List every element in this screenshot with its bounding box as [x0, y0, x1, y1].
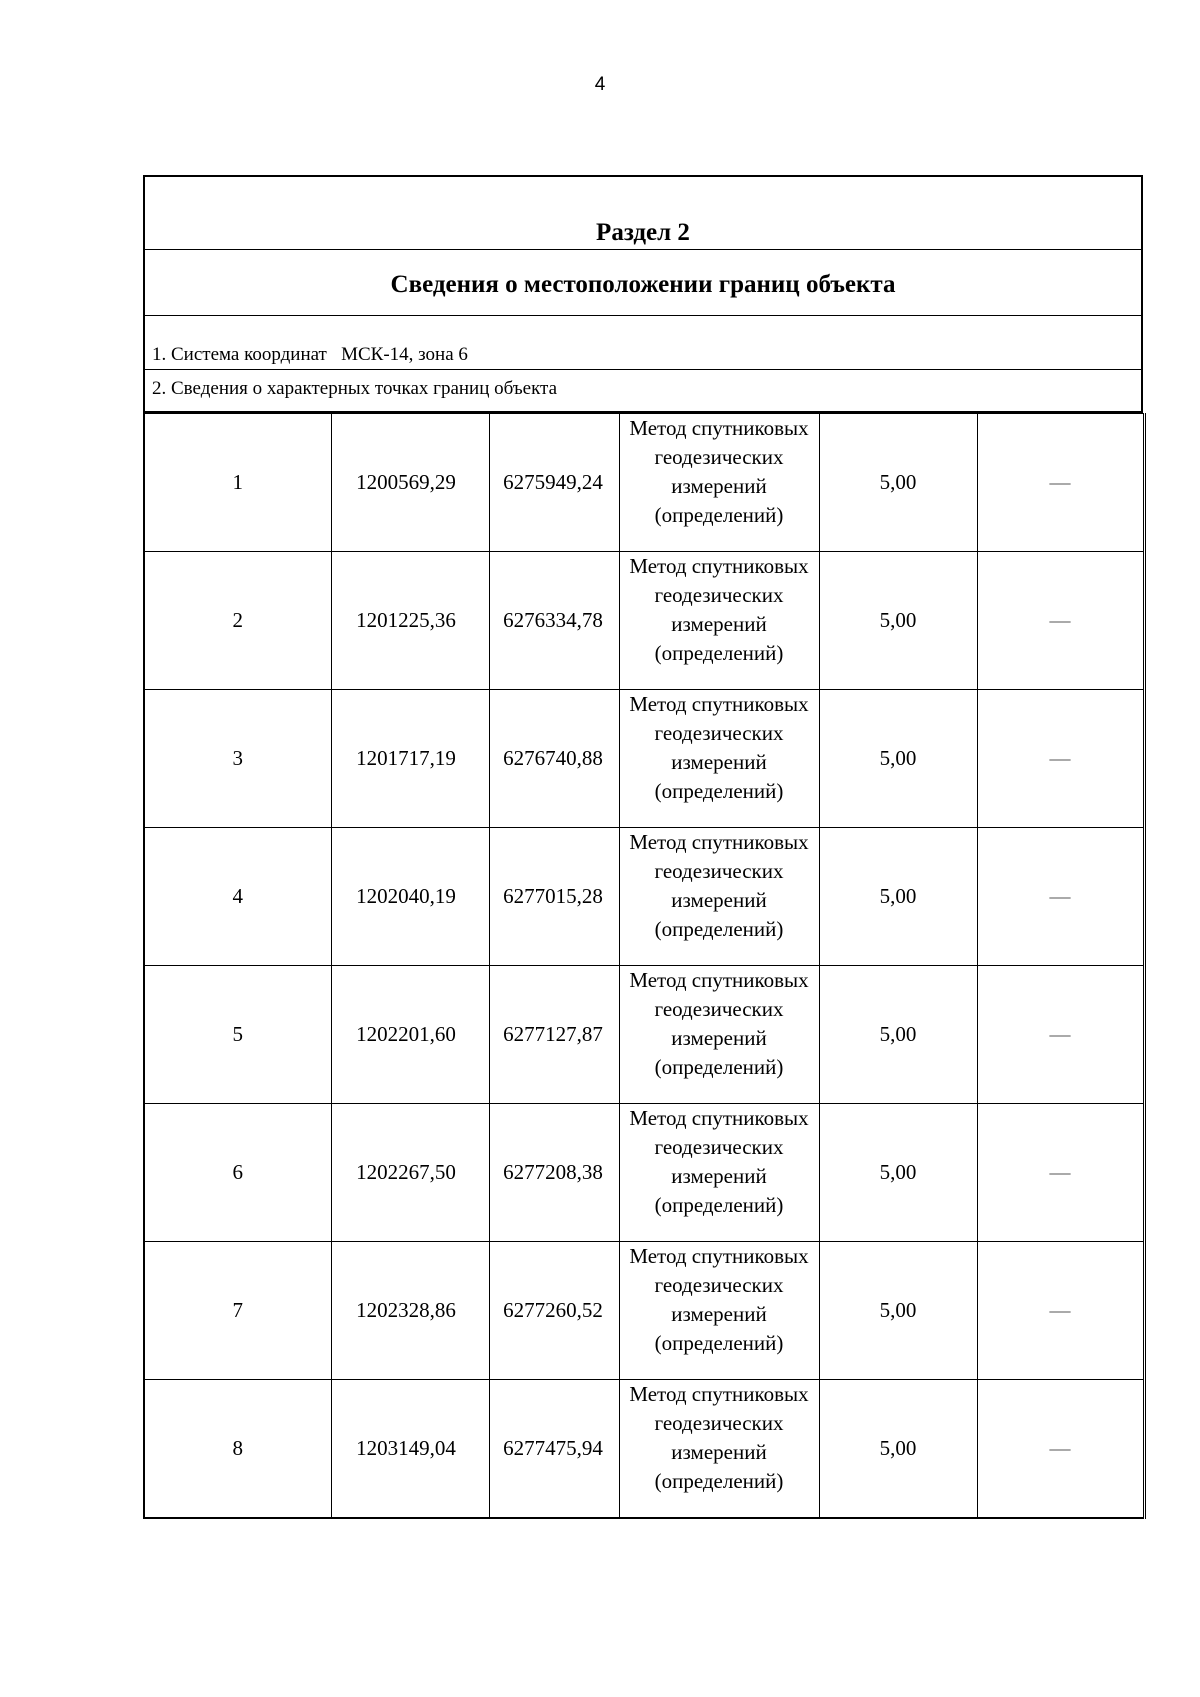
point-number-cell: 4 — [144, 828, 331, 966]
method-cell — [619, 1242, 819, 1380]
method-line: Метод спутниковых — [629, 416, 809, 440]
method-line: геодезических — [654, 1135, 784, 1159]
method-cell — [619, 828, 819, 966]
description-cell: — — [977, 414, 1144, 552]
y-coordinate-cell: 6276740,88 — [489, 690, 619, 828]
points-heading-text: 2. Сведения о характерных точках границ объекта — [152, 378, 558, 399]
x-coordinate-cell: 1201717,19 — [331, 690, 489, 828]
section-subtitle: Сведения о местоположении границ объекта — [145, 250, 1141, 316]
method-cell — [619, 966, 819, 1104]
section-title-row — [145, 177, 1141, 250]
method-cell — [619, 1380, 819, 1518]
method-line: измерений — [671, 612, 767, 636]
method-line: измерений — [671, 750, 767, 774]
table-row — [144, 690, 1144, 828]
method-line: (определений) — [654, 1055, 784, 1079]
method-line: Метод спутниковых — [629, 1106, 809, 1130]
method-line: измерений — [671, 888, 767, 912]
coordinate-system-text: 1. Система координат МСК-14, зона 6 — [152, 344, 468, 365]
table-row — [144, 414, 1144, 552]
table-row — [144, 1380, 1144, 1518]
description-cell: — — [977, 690, 1144, 828]
table-row — [144, 1242, 1144, 1380]
method-line: (определений) — [654, 779, 784, 803]
method-line: (определений) — [654, 1469, 784, 1493]
method-line: измерений — [671, 1164, 767, 1188]
description-cell: — — [977, 1380, 1144, 1518]
method-line: геодезических — [654, 445, 784, 469]
x-coordinate-cell: 1202201,60 — [331, 966, 489, 1104]
description-cell: — — [977, 1242, 1144, 1380]
x-coordinate-cell: 1201225,36 — [331, 552, 489, 690]
y-coordinate-cell: 6277260,52 — [489, 1242, 619, 1380]
point-number-cell: 2 — [144, 552, 331, 690]
method-line: измерений — [671, 1440, 767, 1464]
method-line: геодезических — [654, 583, 784, 607]
method-line: (определений) — [654, 917, 784, 941]
method-cell — [619, 690, 819, 828]
boundary-points-table — [143, 413, 1146, 1519]
method-cell — [619, 1104, 819, 1242]
accuracy-cell: 5,00 — [819, 690, 977, 828]
accuracy-cell: 5,00 — [819, 828, 977, 966]
points-heading-row — [145, 370, 1141, 413]
y-coordinate-cell: 6277208,38 — [489, 1104, 619, 1242]
x-coordinate-cell: 1203149,04 — [331, 1380, 489, 1518]
description-cell: — — [977, 828, 1144, 966]
method-line: геодезических — [654, 1273, 784, 1297]
page-number: 4 — [594, 74, 606, 95]
description-cell: — — [977, 1104, 1144, 1242]
x-coordinate-cell: 1202267,50 — [331, 1104, 489, 1242]
accuracy-cell: 5,00 — [819, 1104, 977, 1242]
point-number-cell: 3 — [144, 690, 331, 828]
point-number-cell: 5 — [144, 966, 331, 1104]
method-line: (определений) — [654, 1331, 784, 1355]
method-line: Метод спутниковых — [629, 554, 809, 578]
point-number-cell: 6 — [144, 1104, 331, 1242]
section-header — [143, 175, 1143, 413]
accuracy-cell: 5,00 — [819, 966, 977, 1104]
table-row — [144, 828, 1144, 966]
method-line: измерений — [671, 1026, 767, 1050]
accuracy-cell: 5,00 — [819, 1242, 977, 1380]
description-cell: — — [977, 966, 1144, 1104]
method-cell — [619, 552, 819, 690]
section-title: Раздел 2 — [596, 219, 690, 246]
method-line: (определений) — [654, 641, 784, 665]
method-line: геодезических — [654, 997, 784, 1021]
method-line: Метод спутниковых — [629, 1382, 809, 1406]
point-number-cell: 8 — [144, 1380, 331, 1518]
description-cell: — — [977, 552, 1144, 690]
coordinate-system-row — [145, 316, 1141, 370]
y-coordinate-cell: 6277475,94 — [489, 1380, 619, 1518]
method-line: Метод спутниковых — [629, 692, 809, 716]
y-coordinate-cell: 6277127,87 — [489, 966, 619, 1104]
accuracy-cell: 5,00 — [819, 414, 977, 552]
y-coordinate-cell: 6276334,78 — [489, 552, 619, 690]
boundary-points-body — [144, 414, 1144, 1518]
x-coordinate-cell: 1202328,86 — [331, 1242, 489, 1380]
method-line: геодезических — [654, 721, 784, 745]
y-coordinate-cell: 6277015,28 — [489, 828, 619, 966]
accuracy-cell: 5,00 — [819, 552, 977, 690]
method-line: Метод спутниковых — [629, 968, 809, 992]
x-coordinate-cell: 1200569,29 — [331, 414, 489, 552]
y-coordinate-cell: 6275949,24 — [489, 414, 619, 552]
method-line: Метод спутниковых — [629, 1244, 809, 1268]
point-number-cell: 1 — [144, 414, 331, 552]
method-line: (определений) — [654, 1193, 784, 1217]
method-line: геодезических — [654, 1411, 784, 1435]
method-line: (определений) — [654, 503, 784, 527]
method-cell — [619, 414, 819, 552]
method-line: измерений — [671, 1302, 767, 1326]
table-row — [144, 1104, 1144, 1242]
method-line: геодезических — [654, 859, 784, 883]
point-number-cell: 7 — [144, 1242, 331, 1380]
table-row — [144, 966, 1144, 1104]
method-line: измерений — [671, 474, 767, 498]
method-line: Метод спутниковых — [629, 830, 809, 854]
accuracy-cell: 5,00 — [819, 1380, 977, 1518]
x-coordinate-cell: 1202040,19 — [331, 828, 489, 966]
table-row — [144, 552, 1144, 690]
